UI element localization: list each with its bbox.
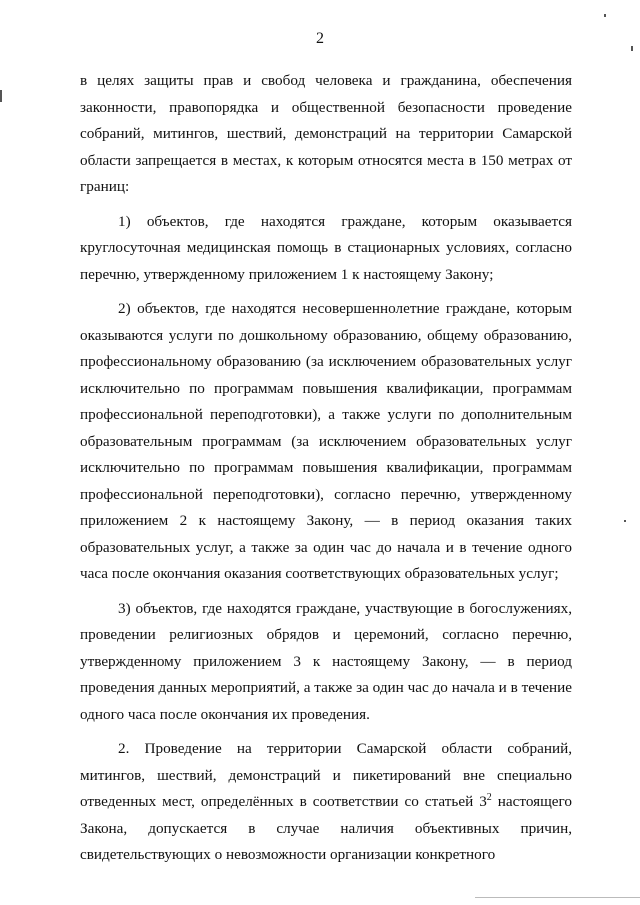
article-superscript: 2	[486, 791, 492, 803]
paragraph-item-3: 3) объектов, где находятся граждане, участвующие в богослужениях, проведении религиозных обрядов и церемоний, согласно перечню, утвержденному приложением 3 к настоящему Закону, — в период проведения данных мероприятий, а также за один час до начала и в течение одного часа после окончания их проведения.	[80, 599, 572, 723]
page-number: 2	[316, 30, 324, 47]
paragraph-item-1: 1) объектов, где находятся граждане, которым оказывается круглосуточная медицинская помощь в стационарных условиях, согласно перечню, утвержденному приложением 1 к настоящему Закону;	[80, 212, 572, 283]
paragraph-section-2	[80, 736, 572, 869]
paragraph-intro: в целях защиты прав и свобод человека и гражданина, обеспечения законности, правопорядка и общественной безопасности проведение собраний, митингов, шествий, демонстраций на территории Самарской области запрещается в местах, к которым относятся места в 150 метрах от границ:	[80, 72, 572, 195]
scan-speck	[0, 90, 2, 102]
scan-edge-line	[475, 897, 640, 898]
scan-speck	[604, 14, 606, 17]
scan-speck	[631, 46, 633, 51]
section-2-text-end: настоящего Закона, допускается в случае наличия объективных причин, свидетельствующих о невозможности организации конкретного	[80, 793, 572, 863]
document-body	[80, 68, 572, 869]
section-2-text-start: 2. Проведение на территории Самарской области собраний, митингов, шествий, демонстраций и пикетирований вне специально отведенных мест, определённых в соответствии со статьей 3	[80, 740, 572, 810]
scan-speck	[624, 520, 626, 522]
paragraph-item-2: 2) объектов, где находятся несовершеннолетние граждане, которым оказываются услуги по дошкольному образованию, общему образованию, профессиональному образованию (за исключением образовательных услуг исключительно по программам повышения квалификации, программам профессиональной переподготовки), а также услуги по дополнительным образовательным программам (за исключением образовательных услуг исключительно по программам повышения квалификации, программам профессиональной переподготовки), согласно перечню, утвержденному приложением 2 к настоящему Закону, — в период оказания таких образовательных услуг, а также за один час до начала и в течение одного часа после окончания оказания соответствующих образовательных услуг;	[80, 300, 572, 582]
